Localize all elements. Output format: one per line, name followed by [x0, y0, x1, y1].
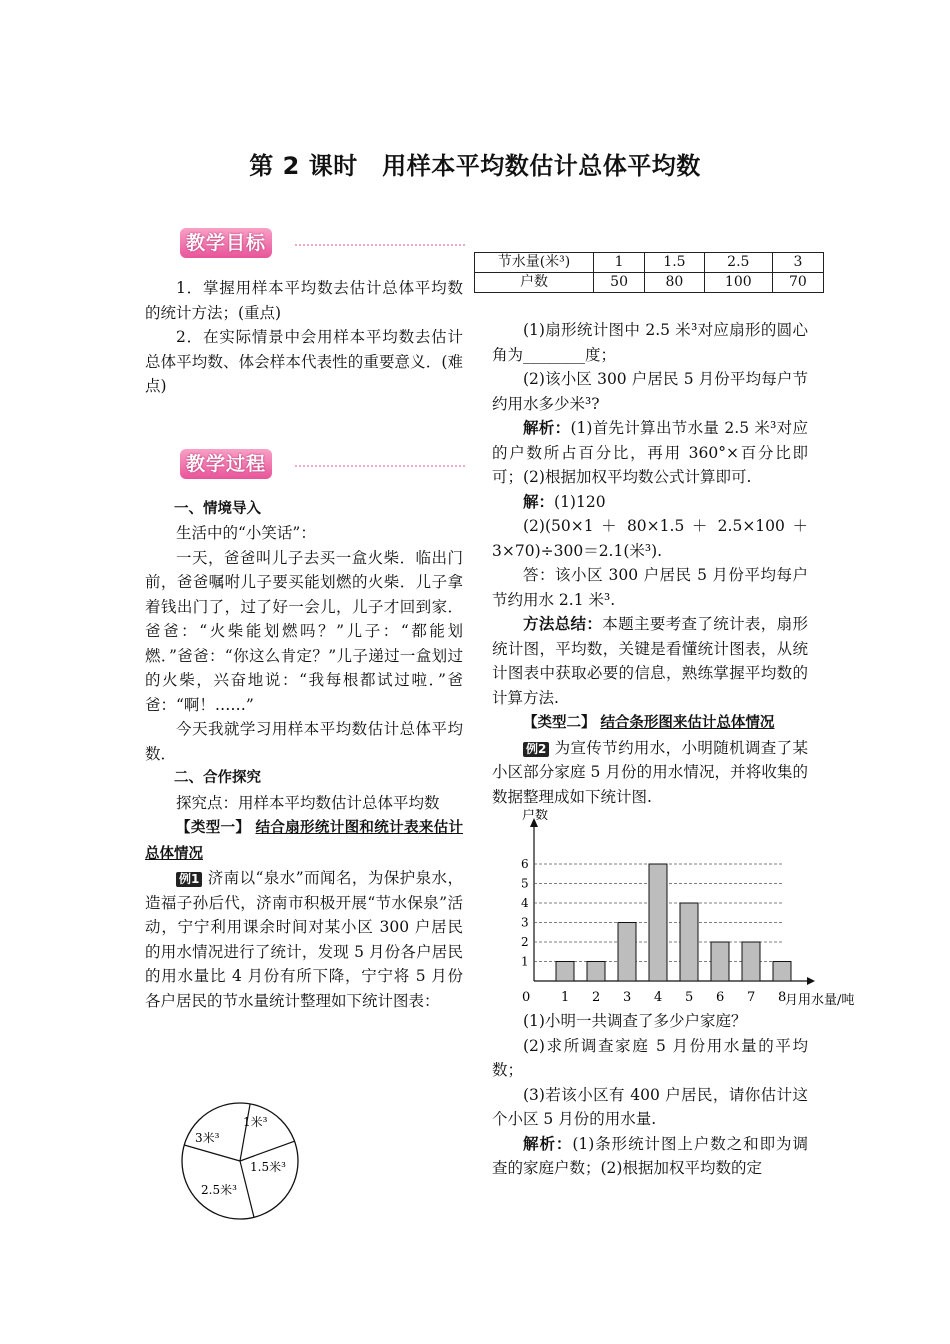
- q1-sol1: [492, 490, 808, 515]
- pie-label-3: 3米³: [195, 1131, 220, 1145]
- q2-analysis: [492, 1132, 808, 1181]
- goal-item: 1．掌握用样本平均数去估计总体平均数的统计方法；(重点): [145, 279, 463, 322]
- table-cell: 户数: [475, 273, 594, 293]
- x-tick-label: 4: [654, 990, 663, 1005]
- table-header-row: [475, 253, 824, 273]
- example2-tag: 例2: [523, 742, 549, 757]
- section2-heading: 二、合作探究: [174, 770, 261, 786]
- section1-heading: 一、情境导入: [174, 500, 261, 517]
- pie-slice-divider: [240, 1104, 250, 1161]
- summary-text: 本题主要考查了统计表，扇形统计图，平均数，关键是看懂统计图表，从统计图表中获取必要的信息，熟练掌握平均数的计算方法.: [492, 615, 808, 707]
- type1-heading: [145, 815, 463, 866]
- example2-body: 为宣传节约用水，小明随机调查了某小区部分家庭 5 月份的用水情况，并将收集的数据整理成如下统计图.: [492, 738, 808, 806]
- y-tick-label: 6: [521, 857, 529, 871]
- bar-chart: [482, 809, 872, 1009]
- x-tick-label: 7: [747, 990, 756, 1005]
- left-column: [145, 228, 464, 1197]
- goals-banner: [145, 228, 463, 258]
- example1-body: 济南以“泉水”而闻名，为保护泉水，造福子孙后代，济南市积极开展“节水保泉”活动，宁宁利用课余时间对某小区 300 户居民的用水情况进行了统计，发现 5 月份各户居民的用水量比 4 月份有所下降，宁宁将 5 月份各户居民的节水量统计整理如下统计图表：: [145, 869, 463, 1010]
- origin-label: 0: [522, 990, 531, 1005]
- x-tick-label: 2: [592, 990, 601, 1005]
- section1-lead: 今天我就学习用样本平均数估计总体平均数．: [145, 720, 463, 763]
- goals-banner-label: 教学目标: [180, 228, 272, 258]
- x-tick-label: 8: [778, 990, 787, 1005]
- type2-label: 【类型二】: [523, 715, 596, 731]
- pie-slice-divider: [184, 1145, 240, 1161]
- table-cell: 1.5: [645, 253, 705, 273]
- bar: [742, 942, 760, 981]
- table-cell: 节水量(米³): [475, 253, 594, 273]
- q2-3: (3)若该小区有 400 户居民，请你估计这个小区 5 月份的用水量.: [492, 1085, 808, 1128]
- table-cell: 100: [704, 273, 772, 293]
- solution-label: 解：: [523, 491, 555, 511]
- process-banner-label: 教学过程: [180, 449, 272, 479]
- bar: [587, 962, 605, 982]
- page-title: 第 2 课时 用样本平均数估计总体平均数: [249, 152, 701, 180]
- analysis-label: 解析：: [523, 418, 571, 437]
- y-axis-label: 户数: [522, 809, 549, 823]
- x-tick-label: 1: [561, 990, 570, 1005]
- q1-analysis: [492, 416, 808, 490]
- section1-story: 一天，爸爸叫儿子去买一盒火柴．临出门前，爸爸嘱咐儿子要买能划燃的火柴．儿子拿着钱出门了，过了好一会儿，儿子才回到家．爸爸：“火柴能划燃吗？”儿子：“都能划燃．”爸爸：“你这么肯定？”儿子递过一盒划过的火柴，兴奋地说：“我每根都试过啦．”爸爸：“啊！……”: [145, 548, 463, 714]
- q1-a: (1)扇形统计图中 2.5 米³对应扇形的圆心角为________度；: [492, 321, 808, 364]
- water-table: [474, 252, 824, 293]
- type2-title: 结合条形图来估计总体情况: [600, 715, 775, 731]
- type1-label: 【类型一】: [176, 820, 251, 836]
- analysis-text: (1)条形统计图上户数之和即为调查的家庭户数；(2)根据加权平均数的定: [492, 1134, 808, 1177]
- x-axis-label: 月用水量/吨: [785, 993, 855, 1008]
- right-column: [492, 252, 855, 1181]
- y-tick-label: 4: [521, 896, 529, 910]
- y-tick-label: 5: [521, 876, 529, 891]
- table-cell: 70: [772, 273, 823, 293]
- pie-slice-divider: [240, 1141, 295, 1161]
- y-tick-label: 3: [521, 915, 529, 930]
- table-cell: 2.5: [704, 253, 772, 273]
- bar: [556, 962, 574, 982]
- q1-sol2: (2)(50×1 ＋ 80×1.5 ＋ 2.5×100 ＋ 3×70)÷300＝2.1(米³).: [492, 517, 808, 560]
- analysis-label: 解析：: [523, 1133, 573, 1153]
- type2-heading: [492, 710, 808, 736]
- example1-text: [145, 866, 463, 1013]
- x-axis-arrow: [807, 977, 815, 985]
- table-cell: 80: [645, 273, 705, 293]
- goal-item: 2．在实际情景中会用样本平均数去估计总体平均数、体会样本代表性的重要意义．(难点): [145, 328, 463, 395]
- y-tick-label: 1: [521, 954, 529, 969]
- banner-dots: [295, 465, 465, 467]
- example2-text: [492, 736, 808, 810]
- pie-label-1: 1米³: [243, 1115, 268, 1129]
- q1-summary: [492, 612, 808, 710]
- q1-b: (2)该小区 300 户居民 5 月份平均每户节约用水多少米³?: [492, 370, 808, 413]
- table-cell: 50: [594, 273, 645, 293]
- q1-answer: 答：该小区 300 户居民 5 月份平均每户节约用水 2.1 米³.: [492, 566, 808, 609]
- example1-tag: 例1: [176, 872, 202, 887]
- pie-label-1.5: 1.5米³: [250, 1160, 286, 1174]
- pie-label-2.5: 2.5米³: [201, 1183, 237, 1197]
- table-cell: 1: [594, 253, 645, 273]
- x-tick-label: 5: [685, 990, 694, 1005]
- section2-point: 探究点：用样本平均数估计总体平均数: [176, 793, 440, 812]
- table-row: [475, 273, 824, 293]
- analysis-text: (1)首先计算出节水量 2.5 米³对应的户数所占百分比，再用 360°×百分比即可；(2)根据加权平均数公式计算即可.: [492, 419, 808, 486]
- bar: [618, 923, 636, 982]
- banner-dots: [295, 244, 465, 246]
- process-banner: [145, 449, 463, 479]
- summary-label: 方法总结：: [523, 614, 603, 633]
- q2-2: (2)求所调查家庭 5 月份用水量的平均数；: [492, 1036, 808, 1079]
- type1-title: 结合扇形统计图和统计表来估计总体情况: [145, 820, 464, 862]
- x-tick-label: 6: [716, 990, 725, 1005]
- x-tick-label: 3: [623, 990, 632, 1005]
- bar: [711, 942, 729, 981]
- bar: [680, 903, 698, 981]
- pie-chart: [175, 1096, 305, 1226]
- table-cell: 3: [772, 253, 823, 273]
- y-tick-label: 2: [521, 935, 529, 949]
- bar: [773, 962, 791, 982]
- section1-intro: 生活中的“小笑话”：: [176, 524, 316, 542]
- solution-text: (1)120: [554, 492, 606, 511]
- q2-1: (1)小明一共调查了多少户家庭？: [523, 1012, 747, 1030]
- bar: [649, 864, 667, 981]
